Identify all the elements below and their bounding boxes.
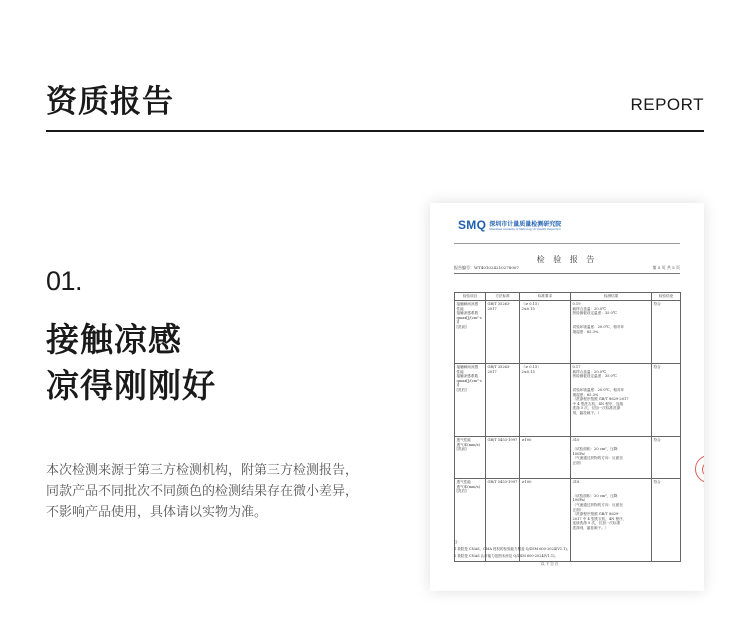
cell-line: 0.19	[572, 302, 581, 306]
cell-line: 2017	[487, 306, 497, 311]
column-header: 检验结论	[652, 293, 681, 301]
note-line: 2 我院是 CNAS 认可能力范围未涉及 Q/ZSM 600-2024(V1.1)。	[454, 554, 559, 558]
table-cell-result	[571, 437, 652, 479]
table-cell-item	[455, 301, 486, 364]
cell-line: 2017 中 4 型洗衣机，4N 程序，	[572, 516, 627, 521]
org-name-cn: 深圳市计量质量检测研究院	[489, 221, 562, 228]
table-cell-conclusion: 符合	[652, 479, 681, 562]
cell-line: 透气率(mm/s)	[456, 442, 480, 447]
column-header: 检测结果	[571, 293, 652, 301]
cell-line: 0.17	[572, 365, 581, 369]
page-subtitle: REPORT	[630, 95, 704, 114]
cell-line: 接触瞬间凉感	[456, 365, 479, 369]
cell-line: （≥ 0.15）	[521, 302, 541, 306]
cell-line: 正面）	[572, 460, 584, 465]
cell-line: 2017	[487, 369, 497, 374]
cell-line: （≥ 0.15）	[521, 365, 541, 369]
table-header-row	[455, 293, 681, 301]
table-cell-conclusion: 符合	[652, 301, 681, 364]
cell-line: 中 4 型洗衣机，4N 程序，连续	[572, 401, 624, 406]
table-cell-requirement	[520, 437, 571, 479]
cell-line: 热检测板设定温度：35.0℃	[572, 374, 617, 379]
meta-divider	[454, 273, 680, 274]
table-cell-result	[571, 479, 652, 562]
cell-line: 100Pa）	[572, 498, 588, 503]
table-body	[455, 301, 681, 562]
cell-line: 透气率(mm/s)	[456, 484, 480, 489]
description-line: 不影响产品使用，具体请以实物为准。	[46, 505, 268, 520]
cell-line: )]	[456, 320, 460, 325]
cell-line: 性能	[456, 306, 464, 311]
table-cell-requirement	[520, 364, 571, 437]
cell-line: [洗前]	[456, 324, 467, 329]
note-line: 1 我院是 CNAS、CMA 授权的检验能力覆盖 Q/ZSM 600-2024(V1.1)。	[454, 547, 571, 551]
section-description	[46, 460, 396, 523]
section-number: 01.	[46, 266, 83, 296]
cell-line: 接触凉感系数	[456, 311, 479, 316]
table-cell-result	[571, 364, 652, 437]
cell-line: GB/T 35263-	[487, 302, 511, 306]
cell-line: 洗涤剂，悬挂晾干。）	[572, 525, 609, 530]
cell-line: （气流通过织物的方向：反面至	[572, 502, 623, 507]
cell-line: 透气性能	[456, 480, 471, 484]
report-title: 检 验 报 告	[536, 255, 598, 264]
cell-line: 热检测板设定温度：35.0℃	[572, 311, 617, 316]
report-document-image	[430, 203, 704, 591]
org-name-en: Shenzhen Academy of Metrology & Quality Inspection	[489, 228, 561, 231]
cell-line: （气流通过织物的方向：反面至	[572, 456, 623, 461]
table-cell-result	[571, 301, 652, 364]
cell-line: )]	[456, 383, 460, 388]
table-cell-item	[455, 437, 486, 479]
official-seal-stamp	[695, 455, 704, 483]
cell-line: （试验面积：20 cm²，压降	[572, 493, 618, 498]
section-headline-2: 凉得刚刚好	[46, 366, 216, 405]
cell-line: （洗涤程序按照 GB/T 8629-2017	[572, 397, 629, 402]
cell-line: ≥100	[521, 438, 532, 442]
cell-line: （洗涤程序按照 GB/T 8629-	[572, 512, 620, 517]
cell-line: 试验环境温度：20.0℃，相对环	[572, 387, 625, 392]
cell-line: 性能	[456, 369, 464, 374]
cell-line: 318	[572, 480, 580, 484]
cell-line: 接触瞬间凉感	[456, 302, 479, 306]
cell-line: 2≤0.15	[521, 369, 535, 374]
description-line: 同款产品不同批次不同颜色的检测结果存在微小差异，	[46, 484, 359, 499]
results-table	[454, 292, 681, 562]
cell-line: 正面）	[572, 507, 584, 512]
table-cell-method	[486, 301, 520, 364]
cell-line: 载样合盖温：20.0℃	[572, 306, 607, 311]
cell-line: GB/T 35263-	[487, 365, 511, 369]
cell-line: [洗后]	[456, 489, 467, 494]
cell-line: 洗涤 5 次，仅加一次标准洗涤	[572, 406, 621, 411]
description-line: 本次检测来源于第三方检测机构，附第三方检测报告，	[46, 463, 359, 478]
table-row	[455, 301, 681, 364]
logo-mark: SMQ	[458, 218, 487, 232]
column-header: 检验项目	[455, 293, 486, 301]
table-cell-item	[455, 364, 486, 437]
cell-line: 100Pa）	[572, 451, 588, 456]
cell-line: qmax[J/(cm²·s	[456, 378, 482, 383]
cell-line: 2≤0.15	[521, 306, 535, 311]
cell-line: [洗前]	[456, 447, 467, 452]
cell-line: 透气性能	[456, 438, 471, 442]
column-header: 方法标准	[486, 293, 520, 301]
cell-line: 境湿度：65.3%	[572, 392, 599, 397]
cell-line: （试验面积：20 cm²，压降	[572, 447, 618, 452]
blank-below-text: 以 下 空 白	[541, 562, 559, 566]
column-header: 标准要求	[520, 293, 571, 301]
header-divider	[46, 130, 704, 132]
notes-title: 注：	[454, 540, 461, 544]
page-title: 资质报告	[46, 84, 174, 120]
cell-line: [洗后]	[456, 387, 467, 392]
cell-line: 试验环境温度：20.0℃，相对环	[572, 324, 625, 329]
cell-line: qmax[J/(cm²·s	[456, 315, 482, 320]
cell-line: GB/T 5453-1997	[487, 438, 518, 442]
cell-line: 310	[572, 438, 580, 442]
table-cell-method	[486, 364, 520, 437]
cell-line: GB/T 5453-1997	[487, 480, 518, 484]
table-row	[455, 437, 681, 479]
table-row	[455, 364, 681, 437]
report-number: 报告编号：WT401024210278007	[454, 265, 519, 270]
table-cell-requirement	[520, 301, 571, 364]
cell-line: 境湿度：65.3%	[572, 329, 599, 334]
report-page: 第 5 页 共 5 页	[652, 265, 680, 270]
cell-line: 剂，悬挂晾干。）	[572, 410, 602, 415]
table-cell-conclusion: 符合	[652, 437, 681, 479]
cell-line: 载样合盖温：20.0℃	[572, 369, 607, 374]
org-logo	[458, 218, 561, 232]
logo-divider	[454, 243, 680, 244]
cell-line: 接触凉感系数	[456, 374, 479, 379]
table-cell-method	[486, 437, 520, 479]
cell-line: ≥100	[521, 480, 532, 484]
cell-line: 连续洗涤 5 次，仅加一次标准	[572, 521, 621, 526]
section-headline-1: 接触凉感	[46, 320, 182, 359]
table-cell-conclusion: 符合	[652, 364, 681, 437]
